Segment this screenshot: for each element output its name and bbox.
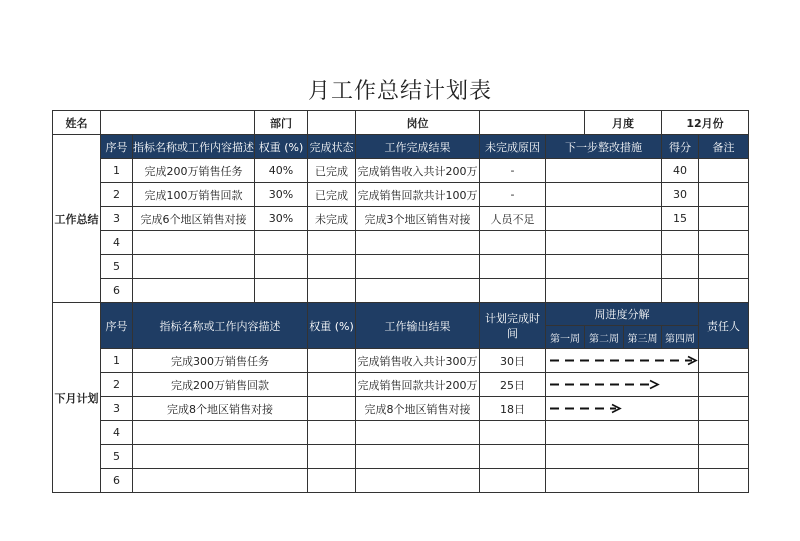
desc-cell[interactable] (133, 469, 308, 493)
desc-cell[interactable] (133, 231, 255, 255)
summary-row (53, 159, 749, 183)
desc-cell[interactable]: 完成100万销售回款 (133, 183, 255, 207)
week-3-header: 第三周 (624, 326, 662, 349)
summary-row (53, 231, 749, 255)
summary-header-desc: 指标名称或工作内容描述 (133, 135, 255, 159)
measure-cell[interactable] (546, 231, 662, 255)
weight-cell[interactable] (308, 397, 356, 421)
desc-cell[interactable] (133, 279, 255, 303)
summary-row (53, 207, 749, 231)
row-number: 2 (101, 183, 133, 207)
summary-header-reason: 未完成原因 (480, 135, 546, 159)
output-cell[interactable]: 完成销售回款共计200万 (356, 373, 480, 397)
summary-header-status: 完成状态 (308, 135, 356, 159)
summary-section-label: 工作总结 (53, 135, 101, 303)
deadline-cell[interactable] (480, 421, 546, 445)
reason-cell[interactable]: - (480, 183, 546, 207)
weight-cell[interactable]: 30% (255, 207, 308, 231)
progress-cell[interactable] (546, 469, 699, 493)
status-cell[interactable] (308, 255, 356, 279)
plan-header-progress: 周进度分解 (546, 303, 699, 326)
deadline-cell[interactable] (480, 445, 546, 469)
status-cell[interactable] (308, 231, 356, 255)
reason-cell[interactable] (480, 255, 546, 279)
plan-row (53, 469, 749, 493)
note-cell[interactable] (699, 255, 749, 279)
desc-cell[interactable]: 完成8个地区销售对接 (133, 397, 308, 421)
weight-cell[interactable] (308, 469, 356, 493)
status-cell[interactable] (308, 279, 356, 303)
month-label: 月度 (585, 111, 662, 135)
post-field[interactable] (480, 111, 585, 135)
week-1-header: 第一周 (546, 326, 585, 349)
progress-cell[interactable] (546, 373, 699, 397)
score-cell[interactable] (662, 231, 699, 255)
row-number: 5 (101, 255, 133, 279)
score-cell[interactable]: 40 (662, 159, 699, 183)
row-number: 5 (101, 445, 133, 469)
result-cell[interactable]: 完成销售回款共计100万 (356, 183, 480, 207)
plan-row (53, 349, 749, 373)
reason-cell[interactable] (480, 279, 546, 303)
plan-header-weight: 权重 (%) (308, 303, 356, 349)
status-cell[interactable]: 已完成 (308, 183, 356, 207)
measure-cell[interactable] (546, 159, 662, 183)
plan-row (53, 421, 749, 445)
score-cell[interactable] (662, 255, 699, 279)
name-label: 姓名 (53, 111, 101, 135)
summary-header-no: 序号 (101, 135, 133, 159)
summary-row (53, 183, 749, 207)
desc-cell[interactable]: 完成6个地区销售对接 (133, 207, 255, 231)
note-cell[interactable] (699, 159, 749, 183)
plan-header-owner: 责任人 (699, 303, 749, 349)
summary-header-measure: 下一步整改措施 (546, 135, 662, 159)
name-field[interactable] (101, 111, 255, 135)
plan-header-row (53, 303, 749, 326)
progress-cell[interactable] (546, 421, 699, 445)
summary-header-weight: 权重 (%) (255, 135, 308, 159)
status-cell[interactable]: 已完成 (308, 159, 356, 183)
measure-cell[interactable] (546, 255, 662, 279)
desc-cell[interactable] (133, 255, 255, 279)
row-number: 6 (101, 279, 133, 303)
weight-cell[interactable] (255, 279, 308, 303)
weight-cell[interactable] (308, 373, 356, 397)
owner-cell[interactable] (699, 397, 749, 421)
result-cell[interactable]: 完成3个地区销售对接 (356, 207, 480, 231)
work-summary-plan-table (52, 110, 749, 493)
progress-cell[interactable] (546, 349, 699, 373)
desc-cell[interactable] (133, 445, 308, 469)
reason-cell[interactable]: - (480, 159, 546, 183)
weight-cell[interactable] (255, 255, 308, 279)
row-number: 2 (101, 373, 133, 397)
plan-row (53, 445, 749, 469)
post-label: 岗位 (356, 111, 480, 135)
result-cell[interactable] (356, 279, 480, 303)
measure-cell[interactable] (546, 207, 662, 231)
progress-arrow-icon (546, 397, 698, 420)
progress-cell[interactable] (546, 397, 699, 421)
weight-cell[interactable] (255, 231, 308, 255)
output-cell[interactable] (356, 421, 480, 445)
row-number: 1 (101, 349, 133, 373)
desc-cell[interactable]: 完成200万销售任务 (133, 159, 255, 183)
result-cell[interactable] (356, 255, 480, 279)
note-cell[interactable] (699, 231, 749, 255)
progress-arrow-icon (546, 349, 698, 372)
output-cell[interactable] (356, 445, 480, 469)
weight-cell[interactable] (308, 421, 356, 445)
owner-cell[interactable] (699, 469, 749, 493)
result-cell[interactable] (356, 231, 480, 255)
dept-field[interactable] (308, 111, 356, 135)
weight-cell[interactable] (308, 349, 356, 373)
row-number: 3 (101, 397, 133, 421)
row-number: 1 (101, 159, 133, 183)
plan-header-deadline: 计划完成时间 (480, 303, 546, 349)
owner-cell[interactable] (699, 349, 749, 373)
row-number: 4 (101, 231, 133, 255)
summary-header-note: 备注 (699, 135, 749, 159)
plan-row (53, 373, 749, 397)
row-number: 3 (101, 207, 133, 231)
summary-header-score: 得分 (662, 135, 699, 159)
page-title: 月工作总结计划表 (307, 79, 492, 104)
result-cell[interactable]: 完成销售收入共计200万 (356, 159, 480, 183)
measure-cell[interactable] (546, 279, 662, 303)
deadline-cell[interactable]: 18日 (480, 397, 546, 421)
weight-cell[interactable]: 40% (255, 159, 308, 183)
owner-cell[interactable] (699, 421, 749, 445)
summary-row (53, 279, 749, 303)
deadline-cell[interactable] (480, 469, 546, 493)
info-row (53, 111, 749, 135)
progress-cell[interactable] (546, 445, 699, 469)
summary-row (53, 255, 749, 279)
progress-arrow-icon (546, 373, 698, 396)
summary-header-row (53, 135, 749, 159)
score-cell[interactable] (662, 279, 699, 303)
owner-cell[interactable] (699, 445, 749, 469)
deadline-cell[interactable]: 25日 (480, 373, 546, 397)
score-cell[interactable]: 30 (662, 183, 699, 207)
note-cell[interactable] (699, 183, 749, 207)
desc-cell[interactable]: 完成300万销售任务 (133, 349, 308, 373)
summary-header-result: 工作完成结果 (356, 135, 480, 159)
desc-cell[interactable] (133, 421, 308, 445)
row-number: 6 (101, 469, 133, 493)
month-value[interactable]: 12月份 (662, 111, 749, 135)
output-cell[interactable] (356, 469, 480, 493)
desc-cell[interactable]: 完成200万销售回款 (133, 373, 308, 397)
output-cell[interactable]: 完成销售收入共计300万 (356, 349, 480, 373)
note-cell[interactable] (699, 279, 749, 303)
score-cell[interactable]: 15 (662, 207, 699, 231)
plan-header-no: 序号 (101, 303, 133, 349)
measure-cell[interactable] (546, 183, 662, 207)
dept-label: 部门 (255, 111, 308, 135)
weight-cell[interactable]: 30% (255, 183, 308, 207)
reason-cell[interactable]: 人员不足 (480, 207, 546, 231)
week-4-header: 第四周 (662, 326, 699, 349)
row-number: 4 (101, 421, 133, 445)
note-cell[interactable] (699, 207, 749, 231)
plan-section-label: 下月计划 (53, 303, 101, 493)
reason-cell[interactable] (480, 231, 546, 255)
week-2-header: 第二周 (585, 326, 624, 349)
deadline-cell[interactable]: 30日 (480, 349, 546, 373)
plan-row (53, 397, 749, 421)
plan-header-desc: 指标名称或工作内容描述 (133, 303, 308, 349)
owner-cell[interactable] (699, 373, 749, 397)
weight-cell[interactable] (308, 445, 356, 469)
status-cell[interactable]: 未完成 (308, 207, 356, 231)
plan-header-output: 工作输出结果 (356, 303, 480, 349)
output-cell[interactable]: 完成8个地区销售对接 (356, 397, 480, 421)
